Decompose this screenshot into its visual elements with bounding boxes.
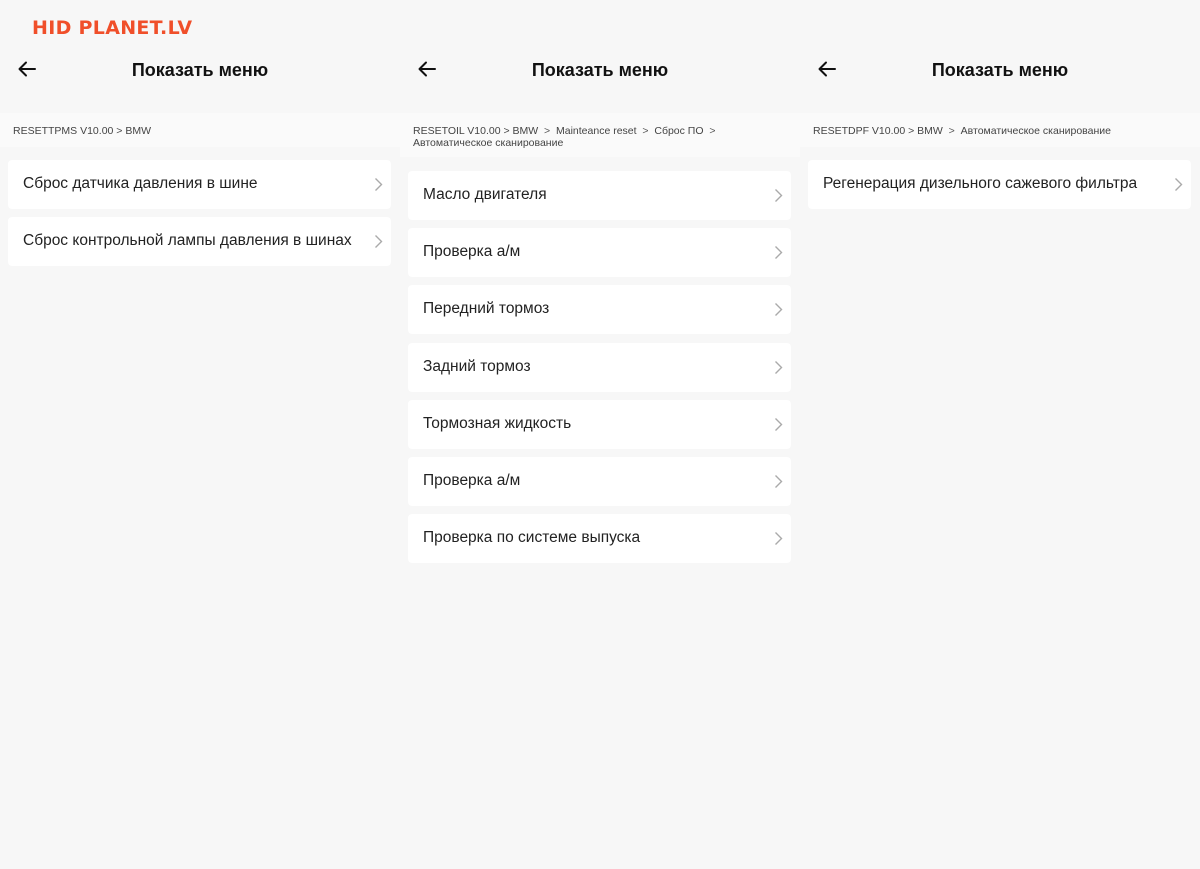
chevron-right-icon [774,188,783,203]
panel-tpms [0,0,400,869]
list-item[interactable] [408,514,791,563]
breadcrumb-item[interactable]: RESETTPMS V10.00 > BMW [13,125,151,137]
chevron-right-icon [774,360,783,375]
list-item[interactable] [408,228,791,277]
list-item-label: Регенерация дизельного сажевого фильтра [823,175,1138,192]
breadcrumb-item[interactable]: Автоматическое сканирование [413,137,564,149]
list-item[interactable] [408,457,791,506]
page-title: Показать меню [531,60,669,80]
list-item[interactable] [8,217,391,266]
list-item[interactable] [808,160,1191,209]
page-title: Показать меню [931,60,1069,80]
page-title: Показать меню [131,60,269,80]
breadcrumb-item[interactable]: Сброс ПО [654,125,704,137]
breadcrumb-separator: > [945,125,958,137]
breadcrumb [800,113,1200,147]
brand-logo: HID PLANET.LV [32,17,193,39]
list-item-label: Тормозная жидкость [423,415,572,432]
chevron-right-icon [374,177,383,192]
breadcrumb [400,113,800,157]
breadcrumb-separator: > [541,125,554,137]
list-item[interactable] [408,400,791,449]
breadcrumb-separator: > [706,125,719,137]
chevron-right-icon [774,417,783,432]
list-item-label: Проверка а/м [423,243,521,260]
chevron-right-icon [774,474,783,489]
list-item-label: Проверка по системе выпуска [423,529,641,546]
chevron-right-icon [374,234,383,249]
breadcrumb-item[interactable]: Автоматическое сканирование [960,125,1111,137]
list-item[interactable] [408,343,791,392]
list-item-label: Сброс контрольной лампы давления в шинах [23,232,352,249]
list-item[interactable] [408,285,791,334]
list-item-label: Масло двигателя [423,186,547,203]
chevron-right-icon [774,245,783,260]
chevron-right-icon [1174,177,1183,192]
list-item-label: Задний тормоз [423,358,531,375]
breadcrumb-item[interactable]: Mainteance reset [556,125,637,137]
chevron-right-icon [774,302,783,317]
list-item-label: Передний тормоз [423,300,550,317]
panel-oil [400,0,800,869]
header [800,48,1200,94]
list-item-label: Сброс датчика давления в шине [23,175,258,192]
header [0,48,400,94]
panel-dpf [800,0,1200,869]
breadcrumb-separator: > [639,125,652,137]
header [400,48,800,94]
breadcrumb [0,113,400,147]
list-item-label: Проверка а/м [423,472,521,489]
list-item[interactable] [408,171,791,220]
breadcrumb-item[interactable]: RESETDPF V10.00 > BMW [813,125,943,137]
breadcrumb-item[interactable]: RESETOIL V10.00 > BMW [413,125,539,137]
list-item[interactable] [8,160,391,209]
chevron-right-icon [774,531,783,546]
